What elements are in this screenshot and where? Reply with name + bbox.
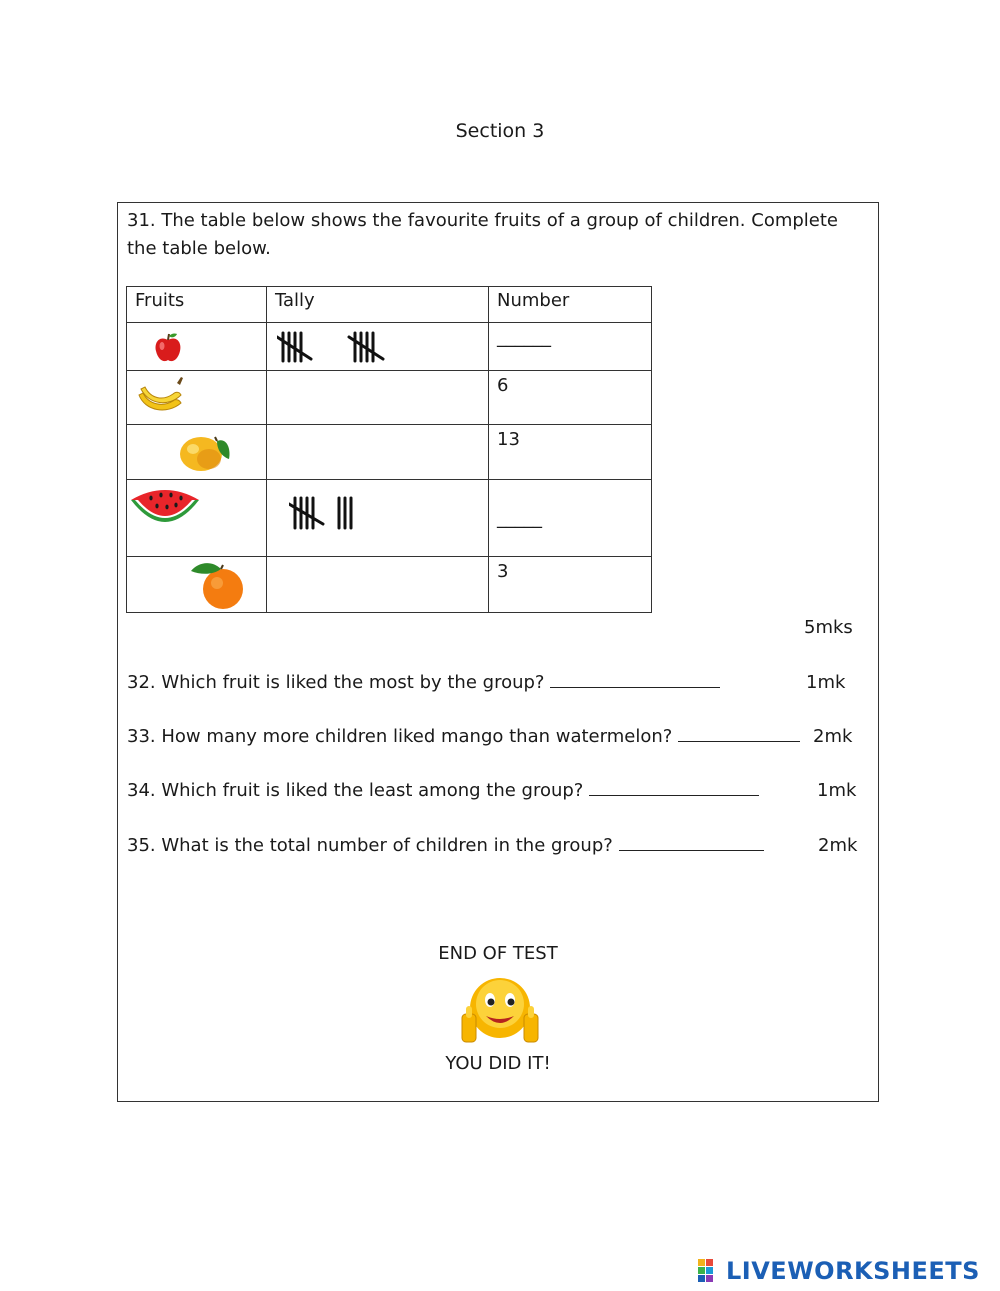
q32-marks: 1mk: [806, 672, 846, 693]
brand-text: LIVEWORKSHEETS: [726, 1257, 980, 1285]
q31-marks: 5mks: [804, 617, 853, 638]
question-32: [127, 672, 720, 693]
tally-cell: [267, 480, 489, 557]
question-frame: [117, 202, 879, 1102]
apple-icon: [151, 331, 185, 365]
answer-blank-33[interactable]: [678, 727, 800, 742]
q35-marks: 2mk: [818, 835, 858, 856]
table-row: [127, 557, 652, 613]
question-34: [127, 780, 759, 801]
fruit-cell: [127, 425, 267, 480]
question-35: [127, 835, 764, 856]
tally-cell[interactable]: [267, 557, 489, 613]
fruit-cell: [127, 557, 267, 613]
number-cell: 6: [489, 371, 652, 425]
fruit-cell: [127, 480, 267, 557]
number-cell[interactable]: [489, 323, 652, 371]
fruit-cell: [127, 371, 267, 425]
watermelon-icon: [129, 482, 201, 530]
table-row: [127, 371, 652, 425]
liveworksheets-brand[interactable]: [698, 1257, 980, 1285]
q34-marks: 1mk: [817, 780, 857, 801]
number-blank[interactable]: ______: [497, 327, 551, 348]
question-32-text: 32. Which fruit is liked the most by the group?: [127, 672, 545, 693]
answer-blank-32[interactable]: [550, 673, 720, 688]
liveworksheets-logo-icon: [698, 1259, 724, 1283]
number-cell: 3: [489, 557, 652, 613]
tally-cell[interactable]: [267, 371, 489, 425]
number-blank[interactable]: _____: [497, 507, 542, 529]
banana-icon: [135, 375, 187, 419]
table-row: [127, 425, 652, 480]
tally-marks: [289, 494, 369, 532]
fruit-table: [126, 286, 652, 613]
number-cell[interactable]: [489, 480, 652, 557]
answer-blank-35[interactable]: [619, 836, 764, 851]
number-cell: 13: [489, 425, 652, 480]
tally-marks: [277, 327, 397, 365]
question-33: [127, 726, 800, 747]
section-title: Section 3: [455, 120, 545, 142]
mango-icon: [177, 429, 233, 475]
fruit-cell: [127, 323, 267, 371]
end-of-test-title: END OF TEST: [438, 943, 558, 964]
table-row: [127, 323, 652, 371]
header-fruits: Fruits: [127, 287, 267, 323]
question-34-text: 34. Which fruit is liked the least among the group?: [127, 780, 584, 801]
thumbs-up-smiley-icon: [460, 976, 540, 1048]
tally-cell: [267, 323, 489, 371]
end-of-test-subtitle: YOU DID IT!: [445, 1053, 551, 1074]
question-33-text: 33. How many more children liked mango than watermelon?: [127, 726, 673, 747]
tally-cell[interactable]: [267, 425, 489, 480]
header-number: Number: [489, 287, 652, 323]
table-row: [127, 480, 652, 557]
orange-icon: [187, 559, 249, 613]
q33-marks: 2mk: [813, 726, 853, 747]
answer-blank-34[interactable]: [589, 781, 759, 796]
question-35-text: 35. What is the total number of children in the group?: [127, 835, 613, 856]
question-31-text: 31. The table below shows the favourite fruits of a group of children. Complete the table below.: [127, 210, 838, 259]
table-header-row: [127, 287, 652, 323]
header-tally: Tally: [267, 287, 489, 323]
